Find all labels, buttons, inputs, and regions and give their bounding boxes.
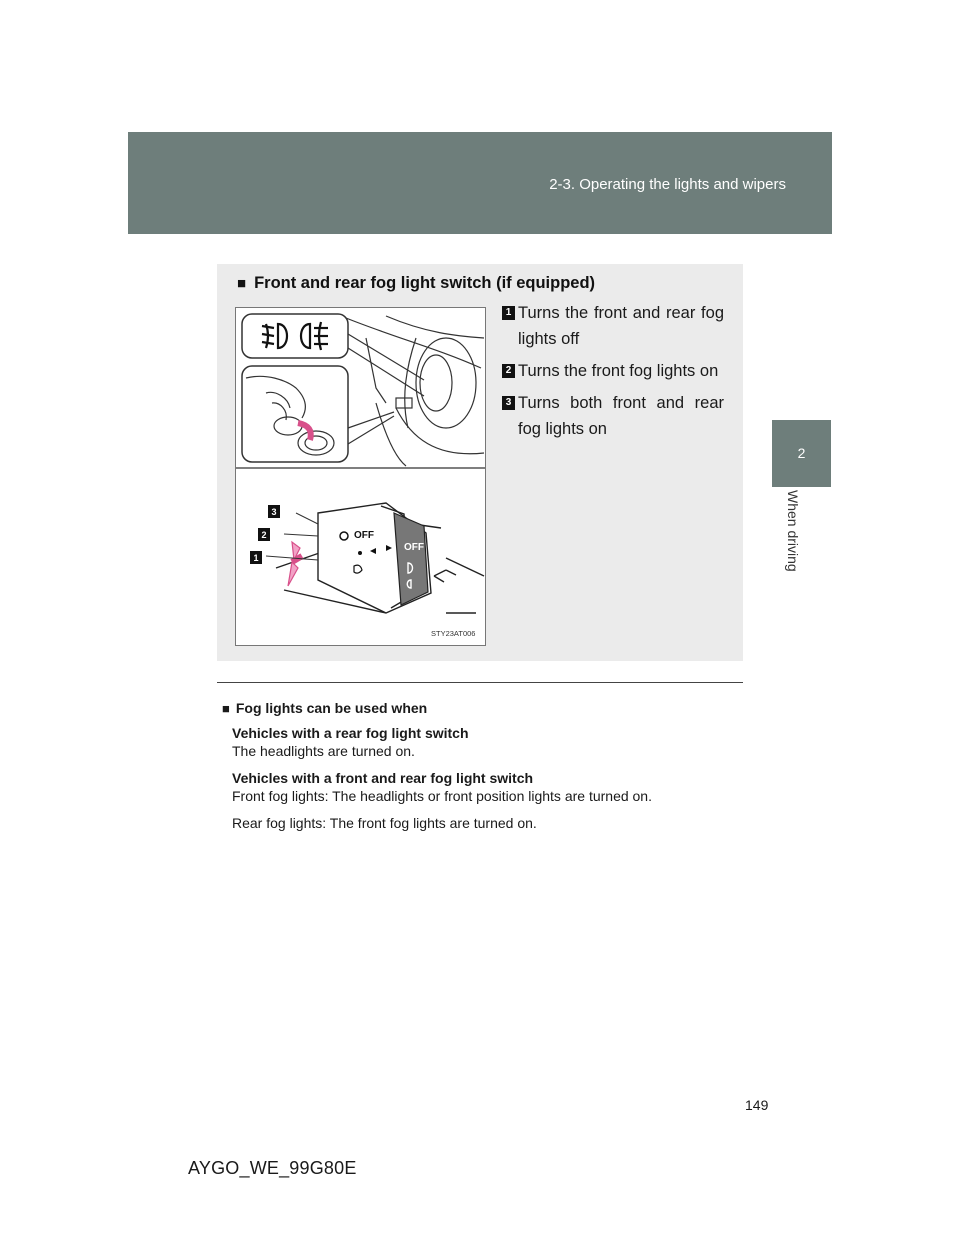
note-para-3: Rear fog lights: The front fog lights are turned on. [232, 815, 537, 831]
chapter-tab: 2 [772, 420, 831, 487]
callout-1: 1 [253, 553, 259, 563]
fog-light-info-box [217, 264, 743, 661]
legend-item-1: 1 Turns the front and rear fog lights off [502, 300, 724, 352]
chapter-label: When driving [785, 490, 801, 572]
page-number: 149 [745, 1097, 769, 1113]
legend-item-2: 2 Turns the front fog lights on [502, 358, 724, 384]
callout-2: 2 [261, 530, 267, 540]
legend-item-3: 3 Turns both front and rear fog lights on [502, 390, 724, 442]
document-code: AYGO_WE_99G80E [188, 1158, 357, 1178]
note-para-2: Vehicles with a front and rear fog light switch Front fog lights: The headlights or front position lights are turned on. [232, 770, 652, 804]
header-band [128, 132, 832, 234]
fog-switch-illustration [235, 307, 486, 646]
notes-section [222, 700, 742, 841]
box-title: ■ Front and rear fog light switch (if equipped) [237, 274, 596, 292]
section-divider [217, 682, 743, 683]
note-para-1: Vehicles with a rear fog light switch The headlights are turned on. [232, 725, 469, 759]
arrow-icon [288, 562, 298, 586]
callout-3: 3 [271, 507, 277, 517]
fog-switch-drawing [236, 308, 485, 645]
switch-off-label-2: OFF [404, 542, 424, 553]
square-bullet-icon: ■ [237, 275, 247, 292]
legend [502, 300, 724, 442]
square-bullet-icon: ■ [222, 701, 230, 716]
section-title: 2-3. Operating the lights and wipers [549, 176, 786, 193]
notes-title: ■ Fog lights can be used when [222, 700, 428, 716]
illustration-code: STY23AT006 [431, 629, 476, 638]
switch-off-label-1: OFF [354, 530, 374, 541]
